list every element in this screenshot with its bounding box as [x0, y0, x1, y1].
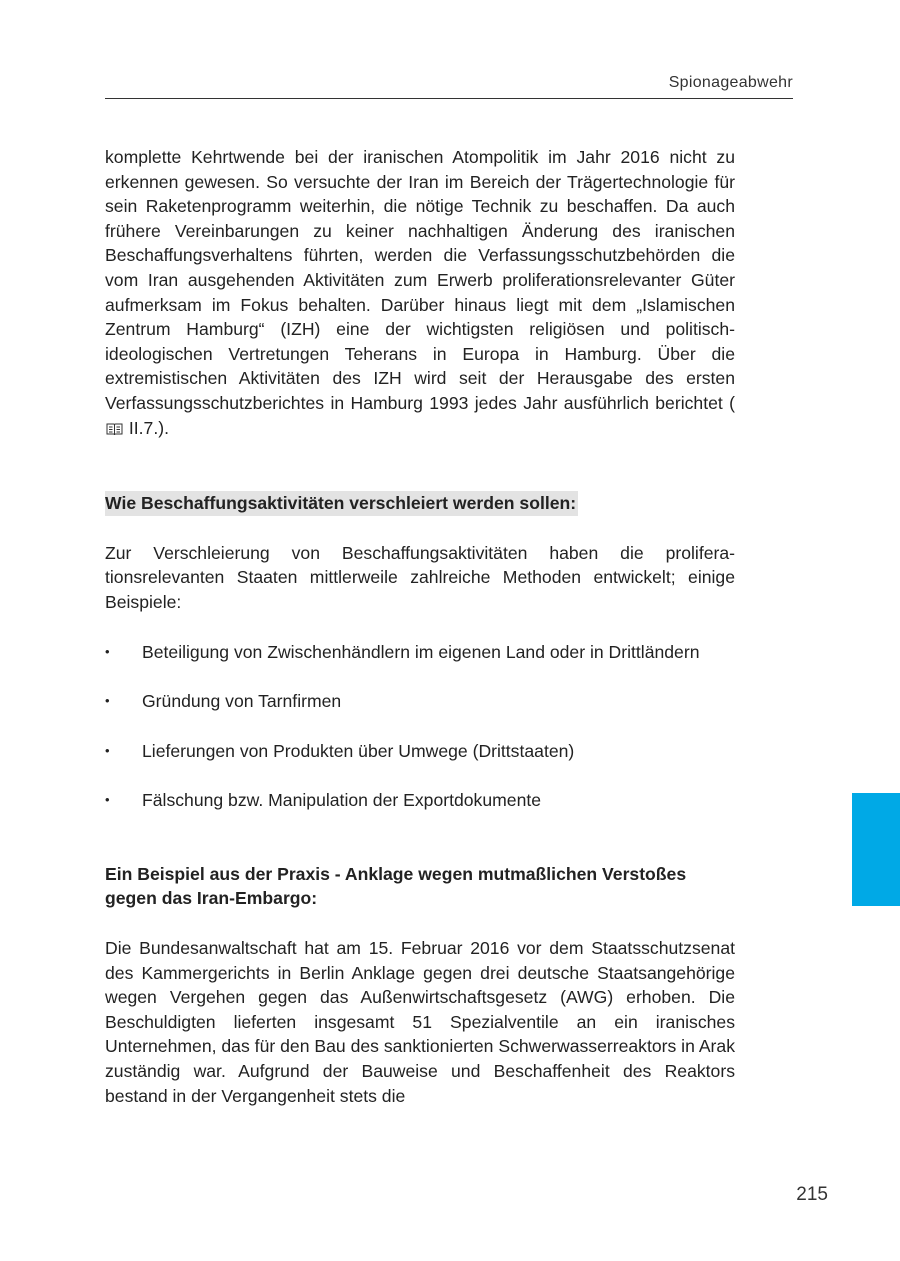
- heading-praxisbeispiel: Ein Beispiel aus der Praxis - Anklage wegen mutmaßlichen Verstoßes gegen das Iran-Embargo:: [105, 863, 687, 909]
- heading-beschaffung-verschleierung: Wie Beschaffungsaktivitäten verschleiert werden sollen:: [105, 491, 578, 516]
- paragraph-end: ).: [158, 417, 169, 438]
- cross-reference-link[interactable]: II.7.: [128, 417, 159, 438]
- bullet-marker: •: [105, 693, 110, 709]
- methods-list: [105, 640, 735, 813]
- bullet-marker: •: [105, 643, 110, 659]
- list-item-text: Fälschung bzw. Manipulation der Exportdokumente: [142, 790, 542, 811]
- list-item-text: Lieferungen von Produkten über Umwege (Drittstaaten): [142, 740, 575, 761]
- list-item-text: Beteiligung von Zwischenhändlern im eigenen Land oder in Drittländern: [142, 641, 700, 662]
- bullet-marker: •: [105, 792, 110, 808]
- book-icon: [106, 418, 123, 443]
- paragraph-methoden: Zur Verschleierung von Beschaffungsaktivitäten haben die proliferationsrelevanten Staaten mittlerweile zahlreiche Methoden entwickelt; einige Beispiele:: [105, 542, 735, 612]
- list-item: [105, 640, 735, 665]
- page-body: [105, 145, 735, 1108]
- page-number: 215: [796, 1184, 828, 1205]
- list-item: [105, 788, 735, 813]
- chapter-thumb-tab: [852, 793, 900, 906]
- bullet-marker: •: [105, 742, 110, 758]
- list-item: [105, 689, 735, 714]
- running-header-title: Spionageabwehr: [668, 74, 793, 91]
- paragraph-bundesanwaltschaft: Die Bundesanwaltschaft hat am 15. Februar 2016 vor dem Staatsschutzsenat des Kammergerichts in Berlin Anklage gegen drei deutsche Staatsangehörige wegen Vergehen gegen das Außenwirtschaftsgesetz (AWG) erhoben. Die Beschuldigten lieferten insgesamt 51 Spezialventile an ein iranisches Unternehmen, das für den Bau des sanktionierten Schwerwasserreaktors in Arak zuständig war. Aufgrund der Bauweise und Beschaffenheit des Reaktors bestand in der Vergangenheit stets die: [105, 938, 735, 1106]
- paragraph-text: komplette Kehrtwende bei der iranischen Atompolitik im Jahr 2016 nicht zu erkennen gewesen. So versuchte der Iran im Bereich der Trägertechnologie für sein Raketenprogramm weiterhin, die nötige Technik zu beschaffen. Da auch frühere Vereinbarungen zu keiner nachhaltigen Änderung des iranischen Beschaffungsverhaltens führten, werden die Verfassungsschutzbehörden die vom Iran ausgehenden Aktivitäten zum Erwerb proliferationsrelevanter Güter aufmerksam im Fokus behalten. Darüber hinaus liegt mit dem „Islamischen Zentrum Hamburg“ (IZH) eine der wichtigsten religiösen und politisch-ideologischen Vertretungen Teherans in Europa in Hamburg. Über die extremistischen Aktivitäten des IZH wird seit der Herausgabe des ersten Verfassungsschutzberichtes in Hamburg 1993 jedes Jahr ausführlich berichtet (: [105, 147, 735, 413]
- list-item-text: Gründung von Tarnfirmen: [142, 691, 342, 712]
- header-divider: [105, 98, 793, 99]
- paragraph-iran-atompolitik: [105, 145, 735, 442]
- list-item: [105, 739, 735, 764]
